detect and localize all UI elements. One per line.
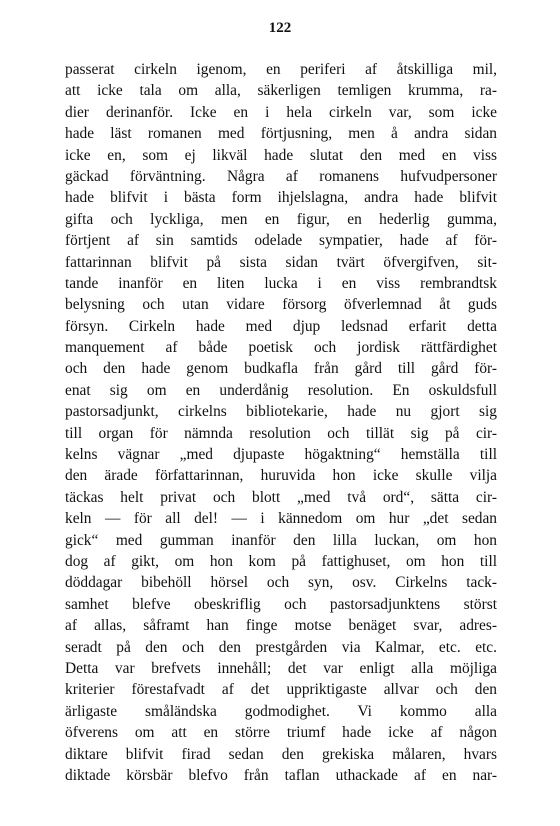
text-line: att icke tala om alla, säkerligen temligen krumma, ra- <box>65 82 497 100</box>
text-line: hade blifvit i bästa form ihjelslagna, andra hade blifvit <box>65 189 497 207</box>
text-line: döddagar bibehöll hörsel och syn, osv. Cirkelns tack- <box>65 574 497 592</box>
text-line: försyn. Cirkeln hade med djup ledsnad erfarit detta <box>65 317 497 335</box>
text-line: keln — för all del! — i kännedom om hur „det sedan <box>65 510 497 528</box>
text-line: öfverens om att en större triumf hade icke af någon <box>65 724 497 742</box>
text-line: Detta var brefvets innehåll; det var enligt alla möjliga <box>65 659 497 677</box>
text-line: hade läst romanen med förtjusning, men å andra sidan <box>65 125 497 143</box>
text-line: tande inanför en liten lucka i en viss rembrandtsk <box>65 274 497 292</box>
text-line: seradt på den och den prestgården via Kalmar, etc. etc. <box>65 638 497 656</box>
text-line: kelns vägnar „med djupaste högaktning“ hemställa till <box>65 446 497 464</box>
text-line: dog af gikt, om hon kom på fattighuset, om hon till <box>65 552 497 570</box>
text-line: och den hade genom budkafla från gård till gård för- <box>65 360 497 378</box>
text-line: ärligaste småländska godmodighet. Vi kommo alla <box>65 702 497 720</box>
text-line: manquement af både poetisk och jordisk rättfärdighet <box>65 339 497 357</box>
text-line: kriterier förestafvadt af det uppriktigaste allvar och den <box>65 681 497 699</box>
text-line: diktare blifvit firad sedan den grekiska målaren, hvars <box>65 745 497 763</box>
text-line: fattarinnan blifvit på sista sidan tvärt öfvergifven, sit- <box>65 253 497 271</box>
text-line: samhet blefve obeskriflig och pastorsadjunktens störst <box>65 595 497 613</box>
text-line: gäckad förväntning. Några af romanens hufvudpersoner <box>65 167 497 185</box>
text-line: icke en, som ej likväl hade slutat den med en viss <box>65 146 497 164</box>
text-line: gifta och lyckliga, men en figur, en hederlig gumma, <box>65 210 497 228</box>
text-line: täckas helt privat och blott „med två ord“, sätta cir- <box>65 488 497 506</box>
text-line: dier derinanför. Icke en i hela cirkeln var, som icke <box>65 103 497 121</box>
body-text <box>65 59 497 786</box>
text-line: den ärade författarinnan, huruvida hon icke skulle vilja <box>65 467 497 485</box>
text-line: pastorsadjunkt, cirkelns bibliotekarie, hade nu gjort sig <box>65 403 497 421</box>
text-line: passerat cirkeln igenom, en periferi af åtskilliga mil, <box>65 61 497 78</box>
page-number: 122 <box>268 20 292 36</box>
text-line: enat sig om en underdånig resolution. En oskuldsfull <box>65 381 497 399</box>
text-line: gick“ med gumman inanför den lilla luckan, om hon <box>65 531 497 549</box>
text-line: till organ för nämnda resolution och tillät sig på cir- <box>65 424 497 442</box>
text-line: förtjent af sin samtids odelade sympatier, hade af för- <box>65 232 497 250</box>
text-line: belysning och utan vidare försorg öfverlemnad åt guds <box>65 296 497 314</box>
text-line: af allas, såframt han finge motse benäget svar, adres- <box>65 617 497 635</box>
text-line: diktade körsbär blefvo från taflan uthackade af en nar- <box>65 766 497 784</box>
